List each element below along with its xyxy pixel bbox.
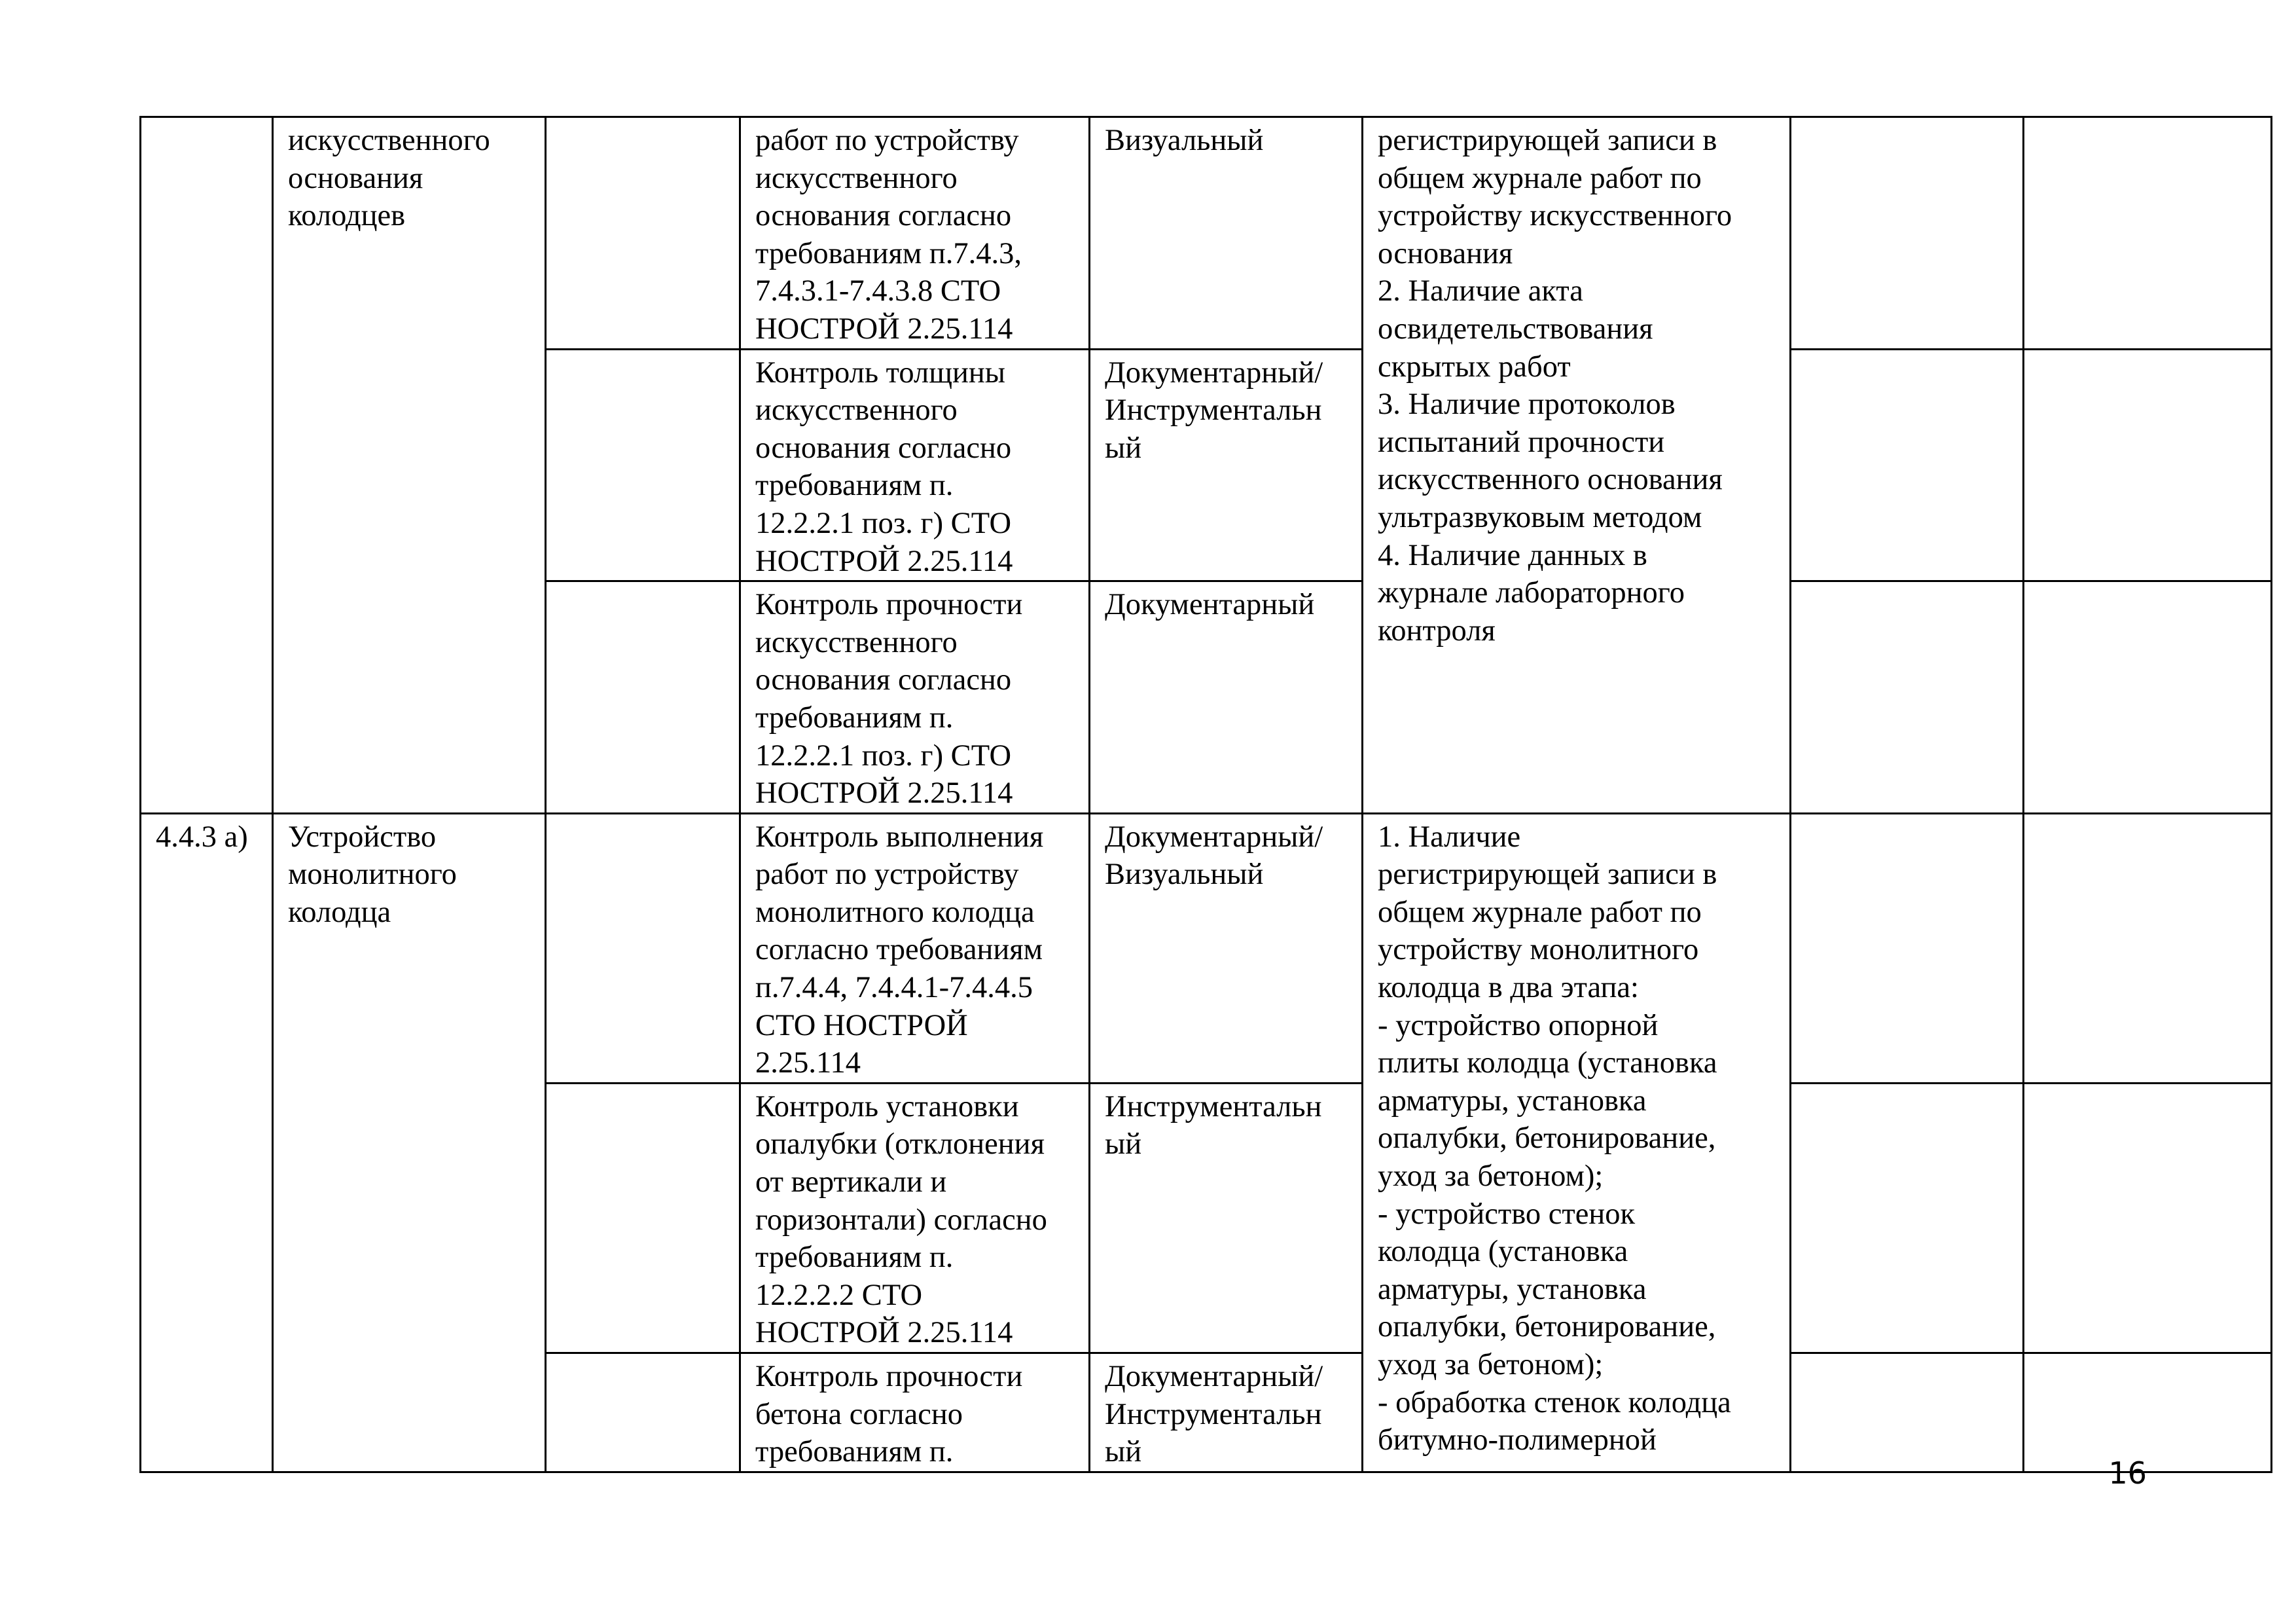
cell-empty <box>2024 117 2272 350</box>
cell-item-number <box>141 117 273 814</box>
cell-empty <box>1791 813 2024 1083</box>
cell-empty <box>1791 349 2024 581</box>
cell-empty <box>2024 581 2272 814</box>
cell-empty <box>2024 1083 2272 1353</box>
cell-required-documents: регистрирующей записи в общем журнале работ по устройству искусственного основания 2. Наличие акта освидетельствования скрытых работ 3. Наличие протоколов испытаний прочности искусственного основания ультразвуковым методом 4. Наличие данных в журнале лабораторного контроля <box>1363 117 1791 814</box>
cell-control-description: Контроль прочности бетона согласно требованиям п. <box>740 1353 1090 1472</box>
table-row <box>141 813 2272 1083</box>
inspection-table <box>139 116 2272 1473</box>
cell-control-method: Документарный/ Инструментальн ый <box>1090 349 1363 581</box>
cell-empty <box>2024 1353 2272 1472</box>
table-row <box>141 117 2272 350</box>
cell-control-method: Визуальный <box>1090 117 1363 350</box>
cell-control-description: Контроль установки опалубки (отклонения от вертикали и горизонтали) согласно требованиям п. 12.2.2.2 СТО НОСТРОЙ 2.25.114 <box>740 1083 1090 1353</box>
cell-empty <box>1791 117 2024 350</box>
cell-item-number: 4.4.3 а) <box>141 813 273 1472</box>
cell-work-name: Устройство монолитного колодца <box>273 813 546 1472</box>
cell-blank <box>546 581 740 814</box>
page-number: 16 <box>2108 1455 2147 1491</box>
cell-control-method: Документарный/ Визуальный <box>1090 813 1363 1083</box>
cell-work-name: искусственного основания колодцев <box>273 117 546 814</box>
cell-empty <box>2024 349 2272 581</box>
cell-control-description: Контроль выполнения работ по устройству монолитного колодца согласно требованиям п.7.4.4, 7.4.4.1-7.4.4.5 СТО НОСТРОЙ 2.25.114 <box>740 813 1090 1083</box>
cell-blank <box>546 813 740 1083</box>
cell-blank <box>546 117 740 350</box>
cell-control-description: Контроль толщины искусственного основания согласно требованиям п. 12.2.2.1 поз. г) СТО НОСТРОЙ 2.25.114 <box>740 349 1090 581</box>
cell-blank <box>546 1353 740 1472</box>
cell-blank <box>546 1083 740 1353</box>
cell-blank <box>546 349 740 581</box>
cell-required-documents: 1. Наличие регистрирующей записи в общем журнале работ по устройству монолитного колодца в два этапа: - устройство опорной плиты колодца (установка арматуры, установка опалубки, бетонирование, уход за бетоном); - устройство стенок колодца (установка арматуры, установка опалубки, бетонирование, уход за бетоном); - обработка стенок колодца битумно-полимерной <box>1363 813 1791 1472</box>
cell-control-description: Контроль прочности искусственного основания согласно требованиям п. 12.2.2.1 поз. г) СТО НОСТРОЙ 2.25.114 <box>740 581 1090 814</box>
cell-control-method: Документарный/ Инструментальн ый <box>1090 1353 1363 1472</box>
cell-empty <box>1791 1083 2024 1353</box>
cell-empty <box>1791 1353 2024 1472</box>
cell-control-description: работ по устройству искусственного основания согласно требованиям п.7.4.3, 7.4.3.1-7.4.3.8 СТО НОСТРОЙ 2.25.114 <box>740 117 1090 350</box>
cell-empty <box>1791 581 2024 814</box>
cell-empty <box>2024 813 2272 1083</box>
cell-control-method: Документарный <box>1090 581 1363 814</box>
cell-control-method: Инструментальн ый <box>1090 1083 1363 1353</box>
